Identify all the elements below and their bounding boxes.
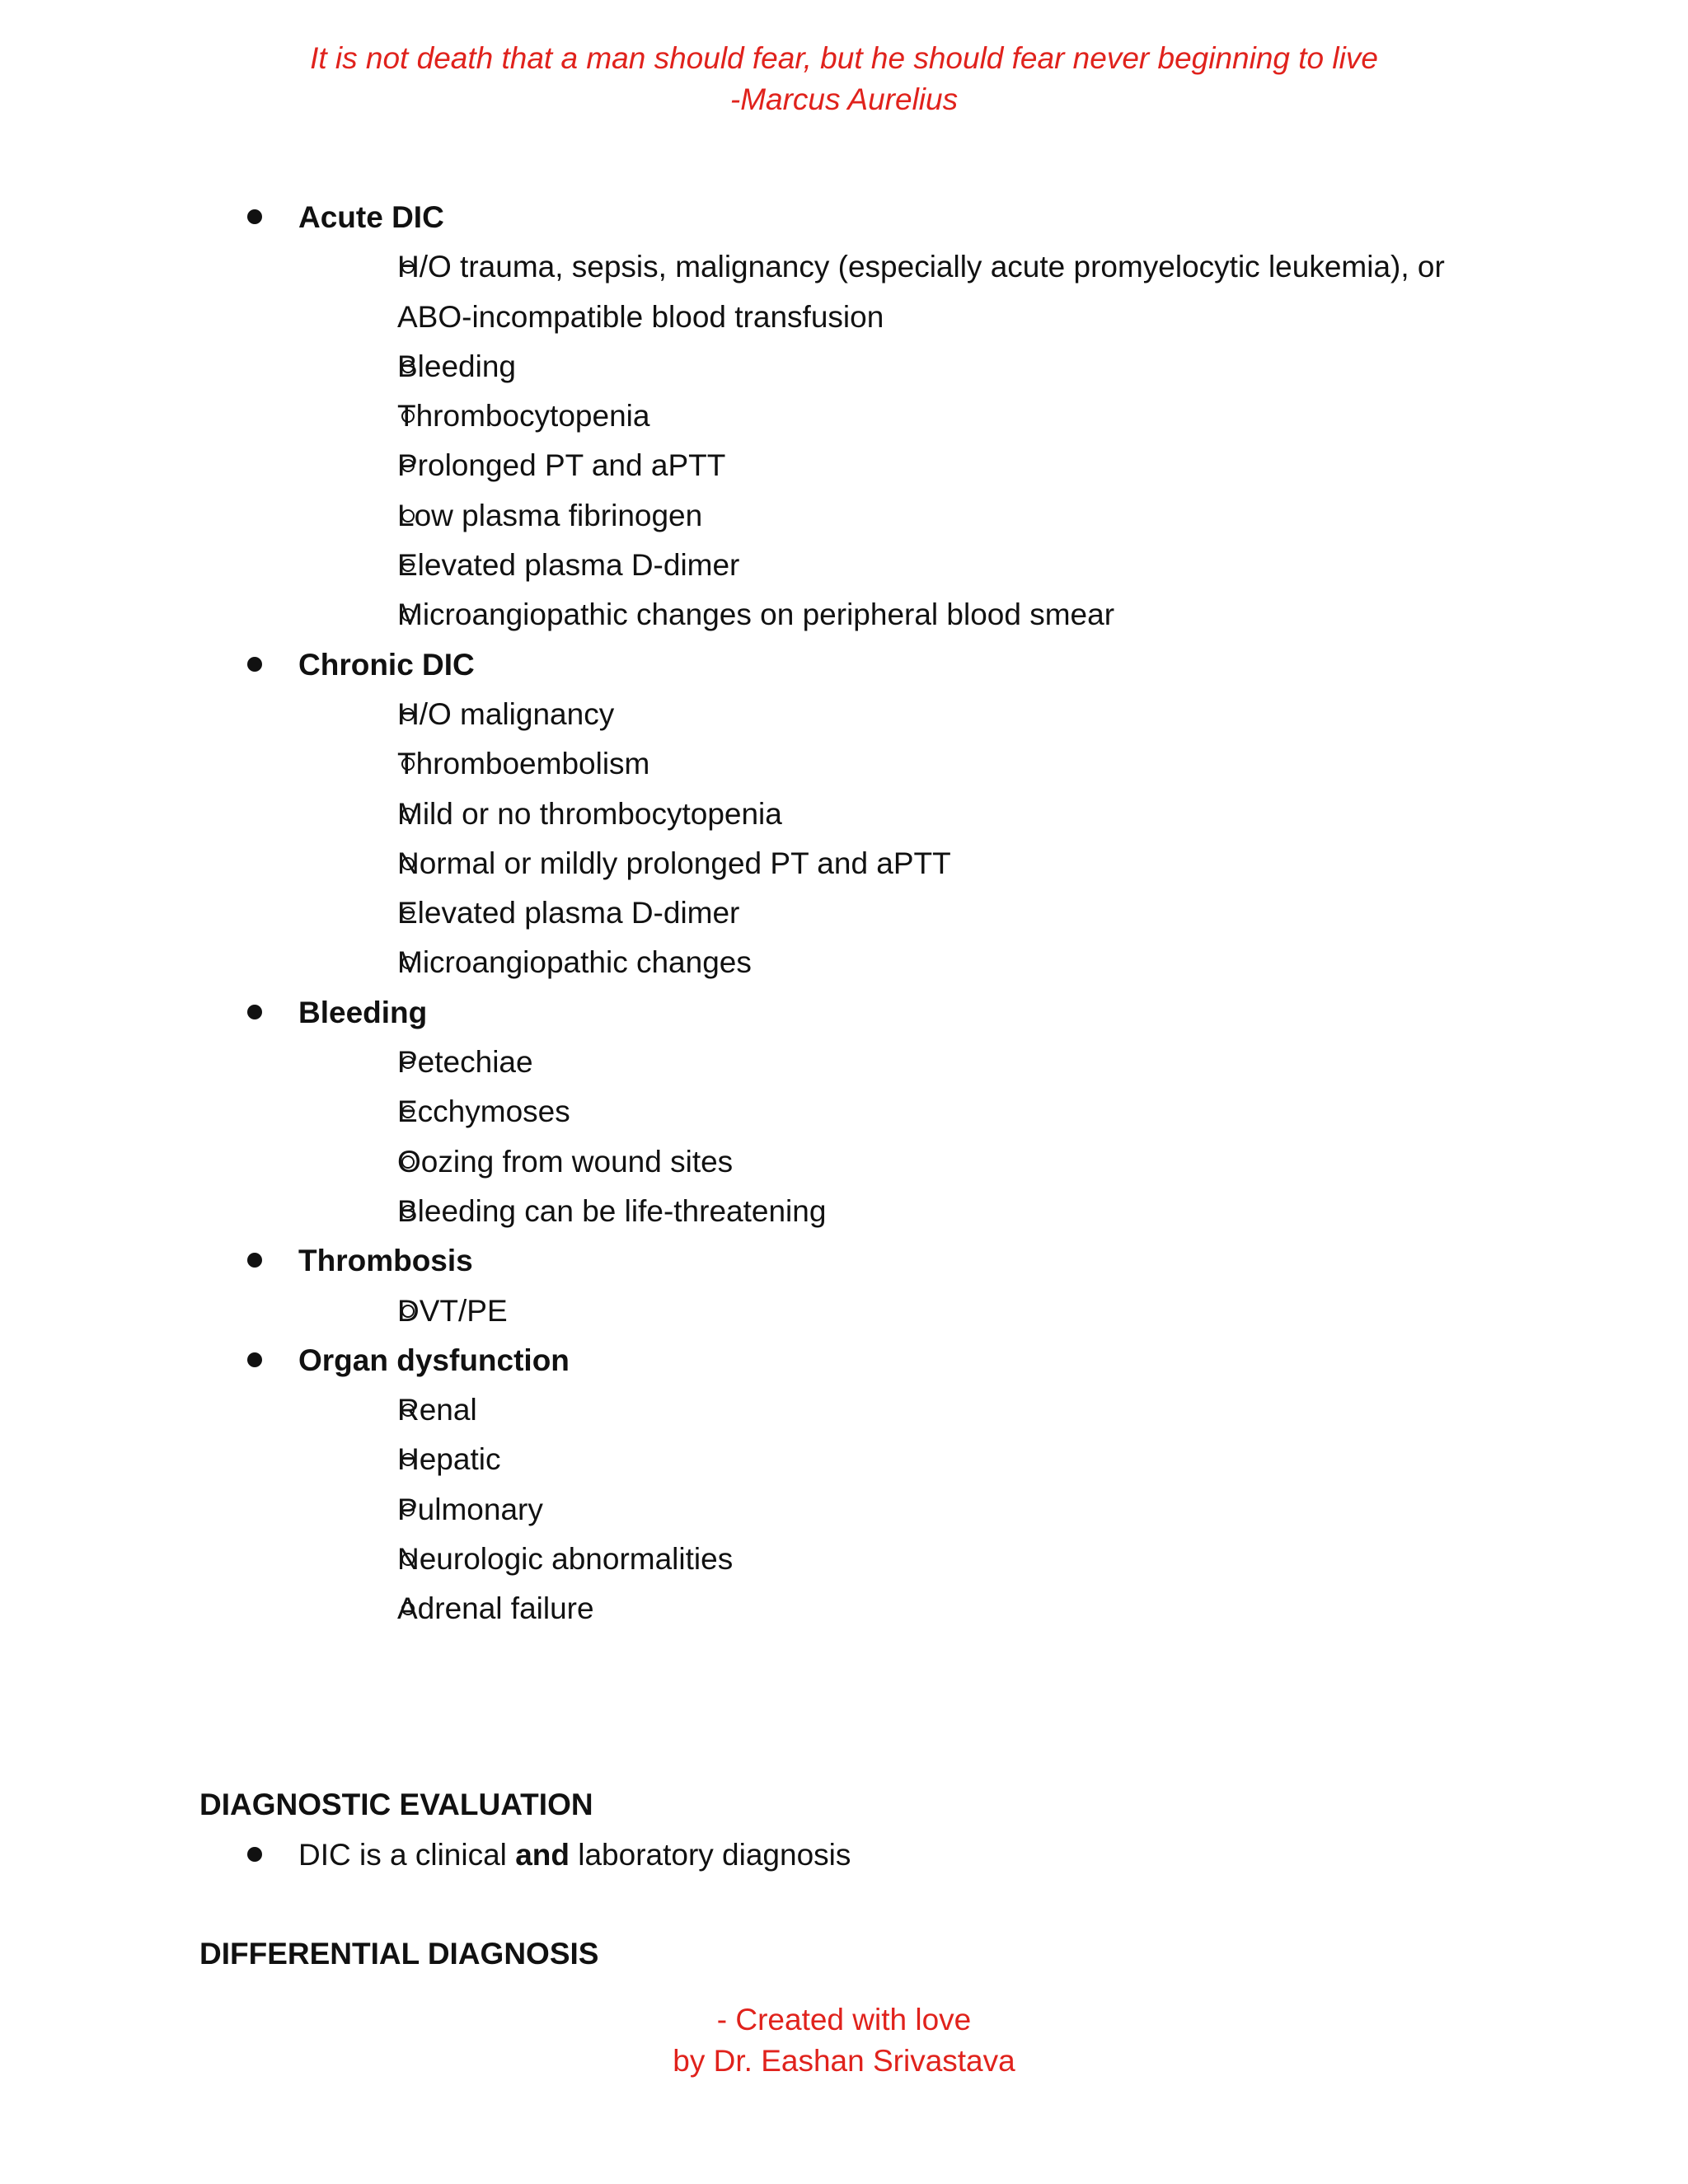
outline-topic-title: Bleeding [298, 995, 428, 1029]
outline-sub-item-text: Mild or no thrombocytopenia [397, 796, 782, 831]
circle-bullet-icon [401, 1553, 415, 1566]
outline-topic-title: Thrombosis [298, 1244, 473, 1278]
outline-sub-item [298, 1485, 1485, 1535]
quote-text: It is not death that a man should fear, but he should fear never beginning to live [310, 41, 1378, 75]
outline-sub-item [298, 1584, 1485, 1633]
outline-topic [247, 1236, 1485, 1336]
diagnostic-evaluation-list [247, 1830, 851, 1880]
outline-sub-item [298, 342, 1485, 391]
outline-sub-item [298, 590, 1485, 640]
outline-sub-item-text: Microangiopathic changes [397, 945, 752, 980]
disc-bullet-icon [247, 1005, 262, 1019]
outline-topic [247, 640, 1485, 988]
outline-sub-item [298, 1137, 1485, 1187]
circle-bullet-icon [401, 1503, 415, 1516]
differential-diagnosis-heading: DIFFERENTIAL DIAGNOSIS [199, 1937, 599, 1971]
outline-sub-list [298, 1286, 1485, 1336]
outline-sub-item-text: Hepatic [397, 1442, 501, 1477]
circle-bullet-icon [401, 360, 415, 373]
outline-sub-item-text: H/O malignancy [397, 696, 615, 731]
outline-sub-item [298, 839, 1485, 888]
outline-sub-item-text: Bleeding can be life-threatening [397, 1193, 827, 1228]
clinical-features-outline [247, 193, 1485, 1634]
credit-line-1: - Created with love [716, 2003, 972, 2036]
diagnosis-text-emphasis: and [515, 1838, 570, 1872]
outline-sub-item-text: Oozing from wound sites [397, 1144, 734, 1179]
outline-sub-item [298, 888, 1485, 938]
circle-bullet-icon [401, 559, 415, 572]
outline-topic-title: Acute DIC [298, 200, 444, 234]
outline-sub-item [298, 1435, 1485, 1484]
disc-bullet-icon [247, 1253, 262, 1268]
outline-topic [247, 193, 1485, 640]
outline-sub-list [298, 242, 1485, 640]
circle-bullet-icon [401, 509, 415, 523]
outline-sub-item-text: Microangiopathic changes on peripheral blood smear [397, 598, 1115, 632]
outline-sub-item-text: Normal or mildly prolonged PT and aPTT [397, 846, 951, 880]
outline-sub-item-text: Thrombocytopenia [397, 399, 650, 434]
outline-sub-item-text: H/O trauma, sepsis, malignancy (especially acute promyelocytic leukemia), or ABO-incompatible blood transfusion [397, 250, 1445, 334]
outline-sub-list [298, 1385, 1485, 1633]
outline-sub-item-text: Adrenal failure [397, 1591, 594, 1626]
outline-sub-item-text: Bleeding [397, 349, 517, 383]
outline-topic-title: Chronic DIC [298, 647, 475, 682]
footer-credit [0, 1999, 1688, 2082]
outline-sub-item [298, 1087, 1485, 1137]
outline-sub-item [298, 1535, 1485, 1584]
diagnosis-text-before: DIC is a clinical [298, 1838, 516, 1872]
quote-author: -Marcus Aurelius [729, 82, 959, 116]
outline-sub-item [298, 491, 1485, 541]
outline-topic-title: Organ dysfunction [298, 1343, 570, 1377]
disc-bullet-icon [247, 209, 262, 224]
circle-bullet-icon [401, 857, 415, 870]
disc-bullet-icon [247, 657, 262, 672]
outline-sub-item [298, 541, 1485, 590]
outline-sub-item [298, 938, 1485, 987]
outline-sub-item-text: Neurologic abnormalities [397, 1542, 734, 1577]
circle-bullet-icon [401, 1305, 415, 1318]
outline-sub-item-text: Elevated plasma D-dimer [397, 896, 740, 930]
outline-topic [247, 1336, 1485, 1634]
outline-sub-item [298, 1038, 1485, 1087]
circle-bullet-icon [401, 1404, 415, 1417]
outline-sub-item-text: Low plasma fibrinogen [397, 498, 703, 532]
credit-line-2: by Dr. Eashan Srivastava [673, 2044, 1015, 2078]
outline-topic [247, 988, 1485, 1236]
outline-sub-list [298, 1038, 1485, 1236]
outline-sub-item [298, 1385, 1485, 1435]
outline-sub-item [298, 739, 1485, 789]
outline-sub-item [298, 690, 1485, 739]
outline-sub-item-text: Pulmonary [397, 1492, 543, 1526]
outline-sub-item-text: Renal [397, 1393, 477, 1427]
header-quote [0, 38, 1688, 120]
diagnostic-evaluation-item [247, 1830, 851, 1880]
outline-sub-item [298, 1187, 1485, 1236]
circle-bullet-icon [401, 708, 415, 721]
outline-sub-item-text: DVT/PE [397, 1293, 508, 1328]
circle-bullet-icon [401, 808, 415, 821]
outline-sub-item-text: Thromboembolism [397, 747, 650, 781]
circle-bullet-icon [401, 1056, 415, 1069]
disc-bullet-icon [247, 1352, 262, 1367]
outline-sub-list [298, 690, 1485, 988]
outline-sub-item [298, 391, 1485, 441]
outline-sub-item [298, 790, 1485, 839]
outline-sub-item [298, 1286, 1485, 1336]
outline-sub-item-text: Petechiae [397, 1045, 533, 1080]
diagnosis-text-after: laboratory diagnosis [569, 1838, 851, 1872]
circle-bullet-icon [401, 1205, 415, 1218]
circle-bullet-icon [401, 1155, 415, 1169]
outline-sub-item [298, 242, 1485, 342]
outline-sub-item [298, 441, 1485, 490]
outline-sub-item-text: Prolonged PT and aPTT [397, 448, 726, 483]
diagnostic-evaluation-heading: DIAGNOSTIC EVALUATION [199, 1788, 593, 1821]
disc-bullet-icon [247, 1847, 262, 1862]
outline-sub-item-text: Elevated plasma D-dimer [397, 548, 740, 583]
outline-sub-item-text: Ecchymoses [397, 1094, 570, 1129]
